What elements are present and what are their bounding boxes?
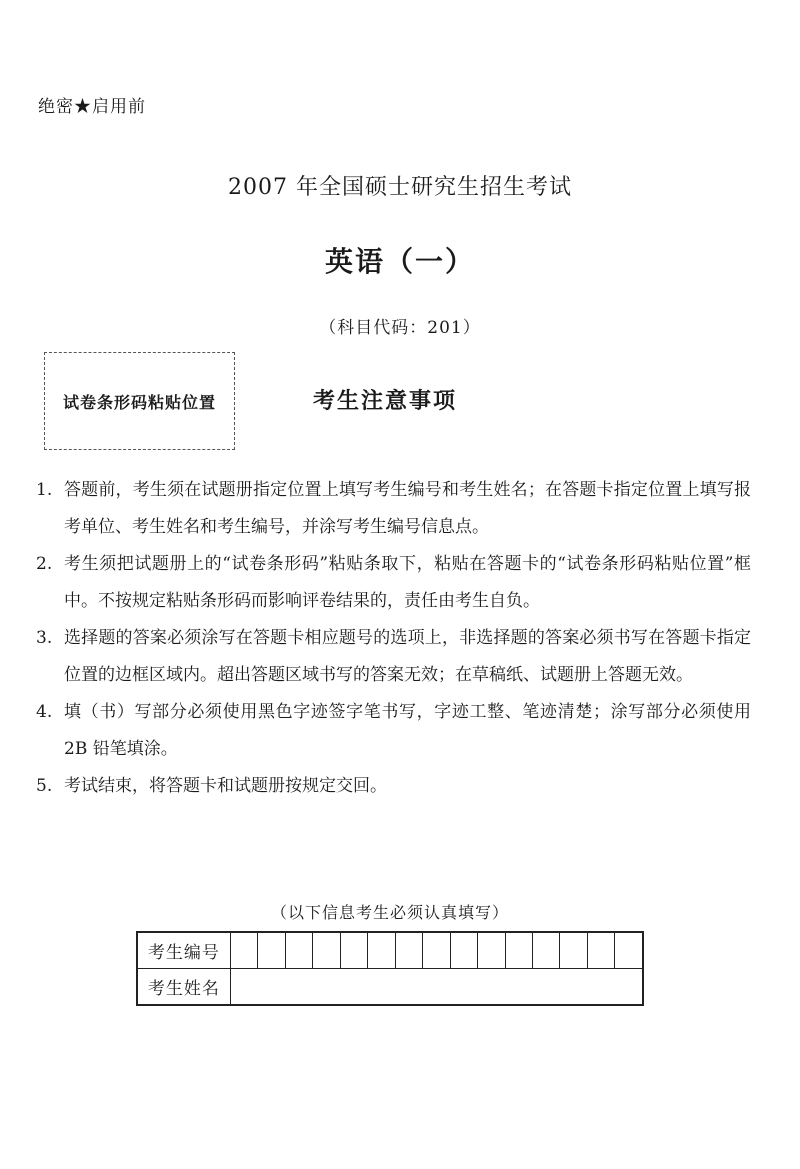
rule-text: 填（书）写部分必须使用黑色字迹签字笔书写，字迹工整、笔迹清楚；涂写部分必须使用 2B 铅笔填涂。 [64,702,751,759]
notice-rule [36,694,751,768]
rule-number: 2. [36,554,53,574]
candidate-number-digit-cell[interactable] [505,932,532,969]
candidate-number-digit-cell[interactable] [587,932,614,969]
rule-text: 考试结束，将答题卡和试题册按规定交回。 [64,776,387,796]
rule-text: 考生须把试题册上的“试卷条形码”粘贴条取下，粘贴在答题卡的“试卷条形码粘贴位置”框中。不按规定粘贴条形码而影响评卷结果的，责任由考生自负。 [64,554,751,611]
candidate-number-digit-cell[interactable] [395,932,422,969]
notice-rule [36,620,751,694]
candidate-number-digit-cell[interactable] [532,932,559,969]
candidate-number-digit-cell[interactable] [368,932,395,969]
confidential-mark: 绝密★启用前 [38,97,146,117]
candidate-number-digit-cell[interactable] [285,932,312,969]
subject-title: 英语（一） [324,245,475,278]
barcode-placement-box [44,352,235,450]
candidate-number-digit-cell[interactable] [340,932,367,969]
candidate-number-digit-cell[interactable] [450,932,477,969]
notice-rules-list [36,472,751,805]
notice-title: 考生注意事项 [313,389,458,414]
rule-text: 选择题的答案必须涂写在答题卡相应题号的选项上，非选择题的答案必须书写在答题卡指定位置的边框区域内。超出答题区域书写的答案无效；在草稿纸、试题册上答题无效。 [64,628,751,685]
candidate-name-field[interactable] [230,969,643,1006]
candidate-number-digit-cell[interactable] [258,932,285,969]
candidate-number-digit-cell[interactable] [313,932,340,969]
rule-number: 5. [36,776,53,796]
subject-code: （科目代码：201） [319,318,481,338]
rule-text: 答题前，考生须在试题册指定位置上填写考生编号和考生姓名；在答题卡指定位置上填写报考单位、考生姓名和考生编号，并涂写考生编号信息点。 [64,480,751,537]
barcode-placement-label: 试卷条形码粘贴位置 [62,392,216,412]
notice-rule [36,546,751,620]
exam-title: 2007 年全国硕士研究生招生考试 [228,175,572,200]
rule-number: 3. [36,628,53,648]
candidate-number-digit-cell[interactable] [478,932,505,969]
candidate-number-digit-cell[interactable] [423,932,450,969]
notice-rule [36,768,751,805]
candidate-number-label: 考生编号 [137,932,230,969]
rule-number: 4. [36,702,53,722]
notice-rule [36,472,751,546]
candidate-number-digit-cell[interactable] [230,932,257,969]
candidate-number-digit-cell[interactable] [560,932,587,969]
candidate-name-row [137,969,643,1006]
candidate-number-digit-cell[interactable] [615,932,643,969]
rule-number: 1. [36,480,53,500]
info-form-note: （以下信息考生必须认真填写） [270,903,509,922]
candidate-number-row [137,932,643,969]
candidate-name-label: 考生姓名 [137,969,230,1006]
candidate-info-form [136,931,644,1006]
